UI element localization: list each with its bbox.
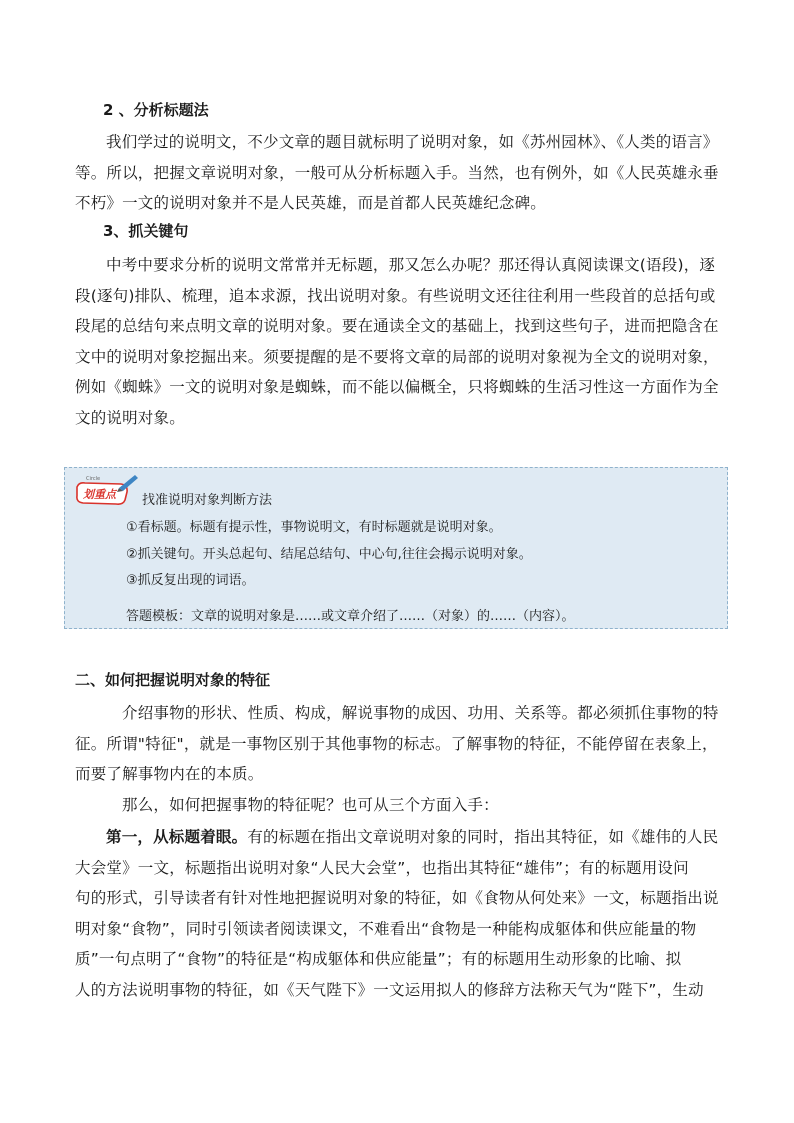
badge-label: 划重点 [83,488,116,501]
section-heading-key-sentence: 3、抓关键句 [103,222,189,240]
text-line: 例如《蜘蛛》一文的说明对象是蜘蛛，而不能以偏概全，只将蜘蛛的生活习性这一方面作为全 [75,378,719,396]
paragraph-how-to [75,790,725,821]
paragraph-from-title [75,822,725,1005]
text-line [75,822,725,853]
paragraph-features-intro [75,698,725,790]
text-line: 而要了解事物内在的本质。 [75,765,264,783]
text-line: 征。所谓"特征"，就是一事物区别于其他事物的标志。了解事物的特征，不能停留在表象上， [75,734,718,753]
text-line: 段(逐句)排队、梳理，追本求源，找出说明对象。有些说明文还往往利用一些段首的总括句或 [75,286,716,305]
text-line: 我们学过的说明文，不少文章的题目就标明了说明对象，如《苏州园林》、《人类的语言》 [106,133,719,151]
text-line: 介绍事物的形状、性质、构成，解说事物的成因、功用、关系等。都必须抓住事物的特 [122,704,719,722]
badge-small-label: Circle [86,476,101,482]
paragraph-key-sentence [75,250,725,433]
text-line: 等。所以，把握文章说明对象，一般可从分析标题入手。当然，也有例外，如《人民英雄永垂 [75,163,719,182]
paragraph-analyze-title [75,127,725,219]
key-point-badge [73,474,139,508]
text-line: 文中的说明对象挖掘出来。须要提醒的是不要将文章的局部的说明对象视为全文的说明对象， [75,347,719,366]
text-line: 人的方法说明事物的特征，如《天气陛下》一文运用拟人的修辞方法称天气为“陛下”，生动 [75,980,704,999]
text-line: 不朽》一文的说明对象并不是人民英雄，而是首都人民英雄纪念碑。 [75,194,547,212]
callout-item-2: ②抓关键句。开头总起句、结尾总结句、中心句,往往会揭示说明对象。 [126,547,532,562]
callout-item-3: ③抓反复出现的词语。 [126,573,255,588]
lead-rest: 有的标题在指出文章说明对象的同时，指出其特征，如《雄伟的人民 [247,828,719,846]
text-line: 明对象“食物”，同时引领读者阅读课文，不难看出“食物是一种能构成躯体和供应能量的物 [75,919,697,938]
text-line: 中考中要求分析的说明文常常并无标题，那又怎么办呢？那还得认真阅读课文(语段)，逐 [106,256,716,274]
callout-item-1: ①看标题。标题有提示性，事物说明文，有时标题就是说明对象。 [126,520,502,535]
text-line: 句的形式，引导读者有针对性地把握说明对象的特征，如《食物从何处来》一文，标题指出说 [75,889,719,907]
text-line: 那么，如何把握事物的特征呢？也可从三个方面入手： [122,796,499,814]
answer-template: 答题模板：文章的说明对象是……或文章介绍了……（对象）的……（内容）。 [126,609,575,624]
part-heading-features: 二、如何把握说明对象的特征 [75,671,271,689]
pen-icon [73,474,139,508]
text-line: 文的说明对象。 [75,408,185,427]
lead-phrase: 第一，从标题着眼。 [106,828,248,846]
key-point-callout [64,467,728,629]
callout-title: 找准说明对象判断方法 [142,493,273,508]
text-line: 大会堂》一文，标题指出说明对象“人民大会堂”，也指出其特征“雄伟”；有的标题用设问 [75,858,689,877]
text-line: 段尾的总结句来点明文章的说明对象。要在通读全文的基础上，找到这些句子，进而把隐含在 [75,317,719,335]
text-line: 质”一句点明了“食物”的特征是“构成躯体和供应能量”；有的标题用生动形象的比喻、拟 [75,950,682,968]
section-heading-analyze-title: 2 、分析标题法 [103,101,209,119]
